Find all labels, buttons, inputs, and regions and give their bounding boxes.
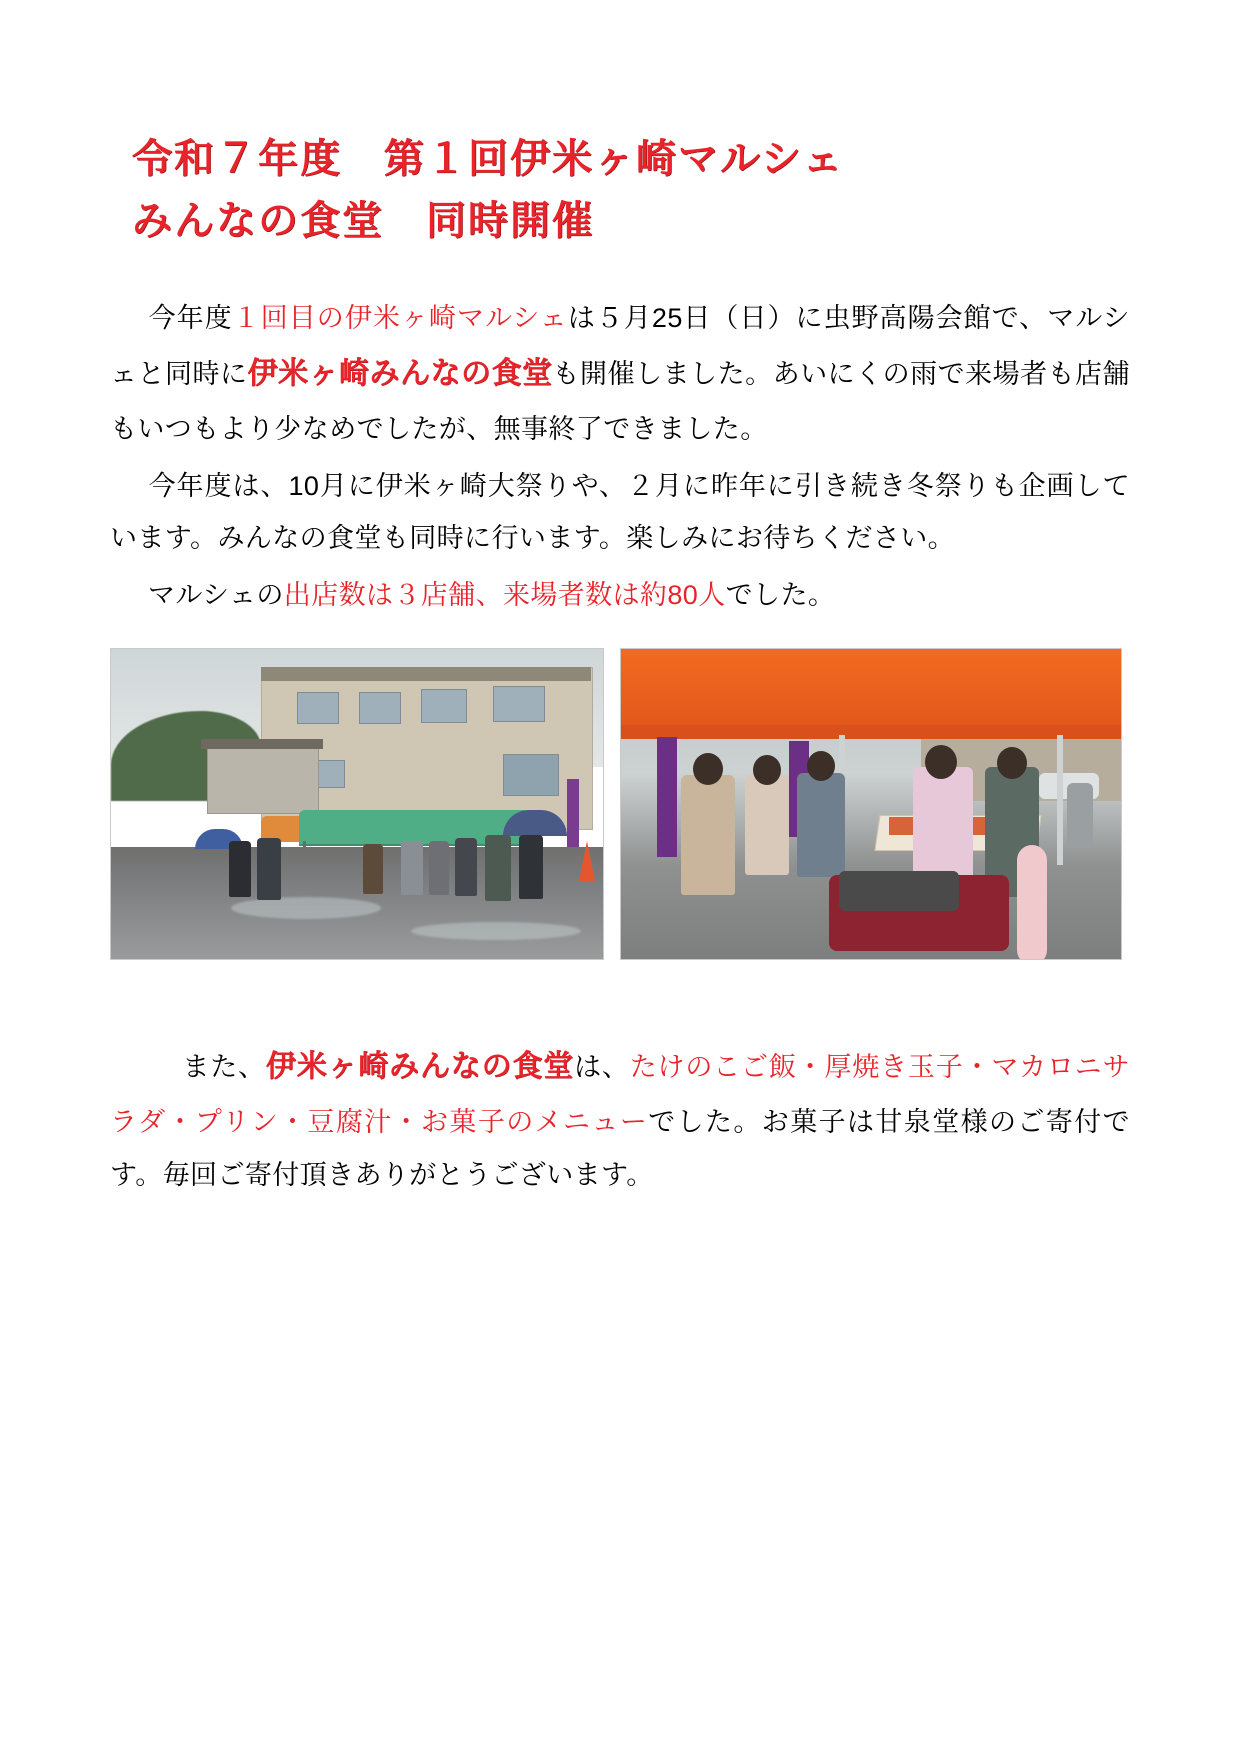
- photo1-building-roof: [261, 667, 591, 681]
- p1-seg4-highlight: 伊米ヶ崎みんなの食堂: [247, 356, 553, 390]
- photo2-canopy-pole: [1057, 735, 1063, 865]
- photo1-window: [297, 692, 339, 724]
- photo2-person: [681, 775, 735, 895]
- photo1-person: [401, 841, 423, 895]
- photo2-person: [797, 773, 845, 877]
- photo2-canopy: [620, 649, 1122, 735]
- photo1-shed: [207, 742, 319, 814]
- photo2-umbrella: [1017, 845, 1047, 960]
- paragraph-3: [110, 569, 1130, 622]
- photo1-person: [429, 841, 449, 895]
- photo2-person: [745, 775, 789, 875]
- document-content: [110, 128, 1130, 1205]
- p3-seg2-highlight: 出店数は３店舗、来場者数は約80人: [283, 580, 726, 611]
- photo2-bag: [839, 871, 959, 911]
- photo1-person: [519, 835, 543, 899]
- photo1-window: [493, 686, 545, 722]
- photo1-person: [455, 838, 477, 896]
- photo2-canopy-edge: [620, 725, 1122, 739]
- paragraph-2: [110, 460, 1130, 565]
- photo2-person-head: [753, 755, 781, 785]
- photo2-person-head: [807, 751, 835, 781]
- photo1-window: [359, 692, 401, 724]
- p1-seg5: も開催しました。あいにくの雨で来場者も店舗もいつもより少なめでしたが、無事終了できました。: [110, 358, 1130, 445]
- photo1-person: [363, 844, 383, 894]
- photo1-person: [229, 841, 251, 897]
- photo1-person: [257, 838, 281, 900]
- photo1-person: [485, 835, 511, 901]
- photo1-shed-roof: [201, 739, 323, 749]
- p1-seg3: は５月25日（日）に虫野高陽会館で、マルシェと同時に: [110, 303, 1130, 389]
- p1-seg1: 今年度: [148, 303, 233, 333]
- photo2-person-head: [997, 747, 1027, 779]
- title-line-2: みんなの食堂 同時開催: [132, 199, 594, 243]
- p4-seg4-highlight: たけのこご飯・厚焼き玉子・マカロニサラダ・プリン・豆腐汁・お菓子のメニュー: [110, 1051, 1131, 1138]
- title-line-1: 令和７年度 第１回伊米ヶ崎マルシェ: [132, 137, 845, 181]
- p4-seg5: でした。お菓子は甘泉堂様のご寄付です。毎回ご寄付頂きありがとうございます。: [110, 1107, 1130, 1190]
- paragraph-4: [110, 1038, 1130, 1202]
- photo2-banner-flag: [657, 737, 677, 857]
- photo1-puddle: [231, 897, 381, 919]
- p4-seg1: また、: [182, 1051, 266, 1082]
- photo2-person-head: [693, 753, 723, 785]
- page-title: [110, 128, 1130, 252]
- photo-marche-tents: [110, 648, 604, 960]
- photo1-window: [503, 754, 559, 796]
- photo1-puddle: [411, 922, 581, 940]
- p2-text: 今年度は、10月に伊米ヶ崎大祭りや、２月に昨年に引き続き冬祭りも企画しています。みんなの食堂も同時に行います。楽しみにお待ちください。: [110, 470, 1130, 554]
- photo-food-stall: [620, 648, 1122, 960]
- paragraph-1: [110, 292, 1130, 456]
- photo1-window: [421, 689, 467, 723]
- photo2-person-head: [925, 745, 957, 779]
- p3-seg1: マルシェの: [148, 580, 284, 611]
- photo-row: [110, 648, 1130, 960]
- p4-seg3: は、: [574, 1051, 630, 1082]
- p4-seg2-highlight: 伊米ヶ崎みんなの食堂: [265, 1049, 575, 1083]
- p1-seg2-highlight: １回目の伊米ヶ崎マルシェ: [232, 303, 568, 333]
- spacer: [110, 960, 1130, 1038]
- p3-seg3: でした。: [725, 580, 836, 611]
- photo2-person: [1067, 783, 1093, 847]
- photo1-traffic-cone: [579, 841, 595, 881]
